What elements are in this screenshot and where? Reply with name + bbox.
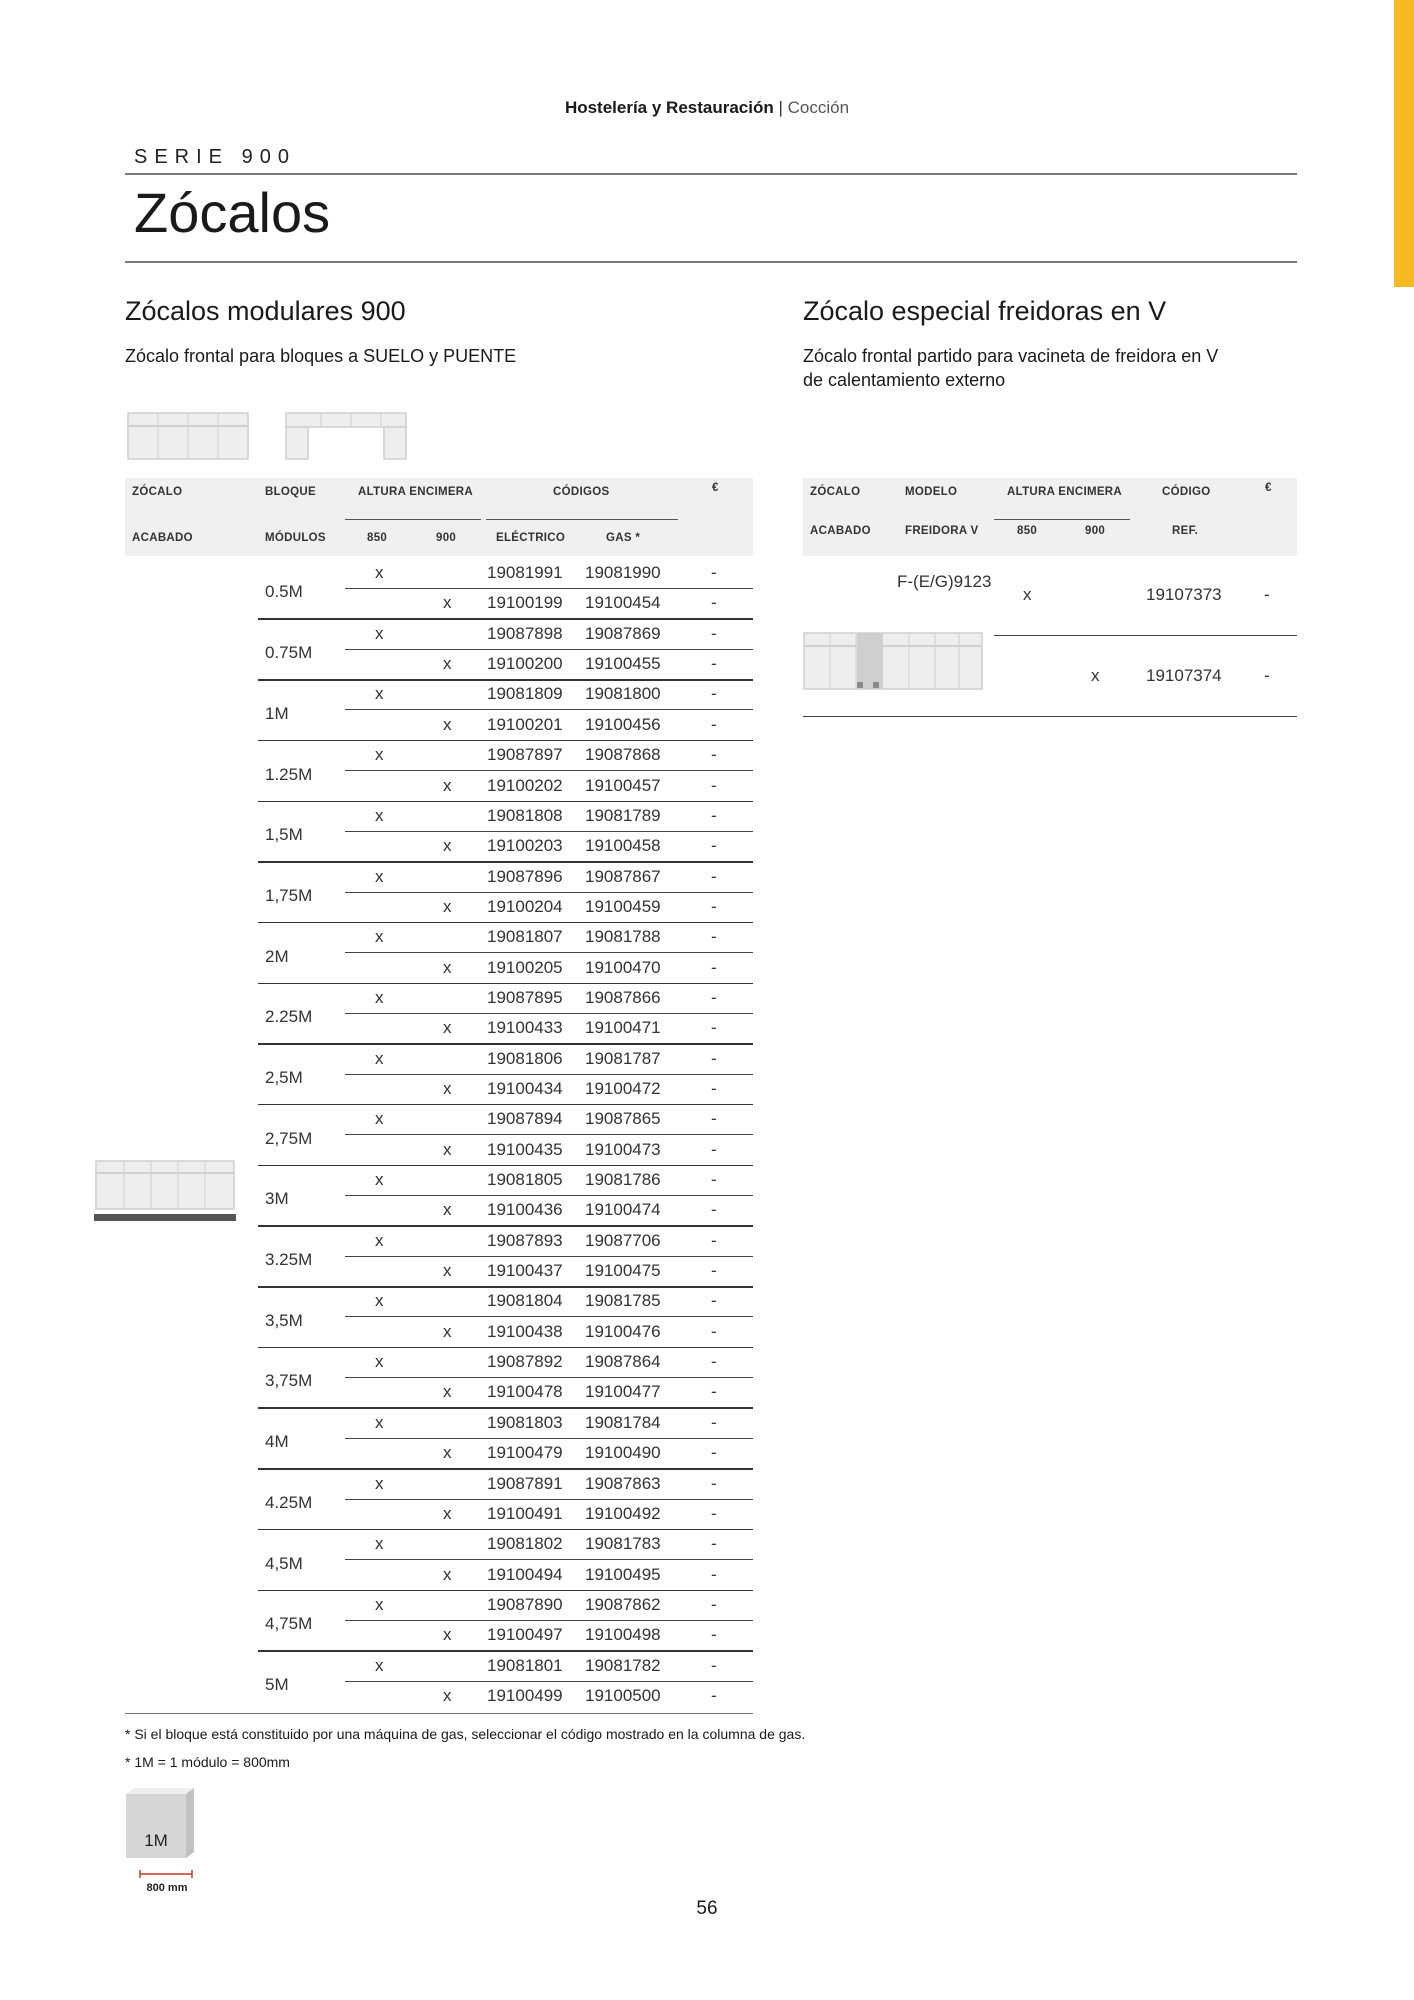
cell-price: - xyxy=(711,805,717,825)
cell-900: x xyxy=(443,896,452,916)
cell-900: x xyxy=(443,1503,452,1523)
cell-gas: 19100471 xyxy=(585,1018,661,1038)
rrow-1-price: - xyxy=(1264,585,1270,604)
group-divider xyxy=(258,679,753,681)
row-divider xyxy=(345,770,753,771)
right-row-divider xyxy=(994,635,1297,636)
right-table-bottom-rule xyxy=(803,716,1297,717)
cell-price: - xyxy=(711,1503,717,1523)
cell-gas: 19100470 xyxy=(585,957,661,977)
cell-price: - xyxy=(711,1078,717,1098)
th-euro: € xyxy=(712,482,719,494)
cell-electrico: 19087893 xyxy=(487,1230,563,1250)
cell-price: - xyxy=(711,1534,717,1554)
row-divider xyxy=(345,1681,753,1682)
cell-price: - xyxy=(711,1473,717,1493)
rth-freidora: FREIDORA V xyxy=(905,525,979,537)
block-illustrations xyxy=(126,412,416,462)
module-label: 0.5M xyxy=(265,582,303,602)
cell-gas: 19081787 xyxy=(585,1048,661,1068)
cell-850: x xyxy=(375,1594,384,1614)
rth-altura: ALTURA ENCIMERA xyxy=(1007,486,1123,498)
row-divider xyxy=(345,1256,753,1257)
row-divider xyxy=(345,1195,753,1196)
cell-900: x xyxy=(443,1018,452,1038)
left-table-bottom-rule xyxy=(125,1713,753,1714)
cell-850: x xyxy=(375,1473,384,1493)
rth-zocalo: ZÓCALO xyxy=(810,486,861,498)
cell-gas: 19087862 xyxy=(585,1594,661,1614)
cell-price: - xyxy=(711,745,717,765)
cell-gas: 19087865 xyxy=(585,1109,661,1129)
cell-gas: 19081786 xyxy=(585,1170,661,1189)
group-divider xyxy=(258,801,753,803)
cell-850: x xyxy=(375,563,384,582)
cell-gas: 19100455 xyxy=(585,654,661,674)
cell-electrico: 19100203 xyxy=(487,836,563,856)
right-section-subtitle-1: Zócalo frontal partido para vacineta de freidora en V xyxy=(803,346,1219,366)
cell-gas: 19081800 xyxy=(585,684,661,704)
cell-gas: 19087869 xyxy=(585,623,661,643)
cell-850: x xyxy=(375,1048,384,1068)
group-divider xyxy=(258,1043,753,1045)
cell-price: - xyxy=(711,1594,717,1614)
cell-electrico: 19087896 xyxy=(487,866,563,886)
cell-price: - xyxy=(711,1382,717,1402)
running-header xyxy=(0,98,1414,118)
cell-electrico: 19100438 xyxy=(487,1321,563,1341)
row-divider xyxy=(345,1438,753,1439)
group-divider xyxy=(258,1529,753,1531)
group-divider xyxy=(258,861,753,863)
cell-electrico: 19100200 xyxy=(487,654,563,674)
row-divider xyxy=(345,1620,753,1621)
module-label: 3,5M xyxy=(265,1310,303,1330)
cell-electrico: 19087891 xyxy=(487,1473,563,1493)
cell-electrico: 19087892 xyxy=(487,1352,563,1372)
row-divider xyxy=(345,952,753,953)
cell-price: - xyxy=(711,1625,717,1645)
cell-electrico: 19100205 xyxy=(487,957,563,977)
cell-900: x xyxy=(443,1382,452,1402)
cell-900: x xyxy=(443,957,452,977)
rth-850: 850 xyxy=(1017,525,1038,537)
cell-electrico: 19100434 xyxy=(487,1078,563,1098)
cell-electrico: 19100201 xyxy=(487,714,563,734)
module-label: 1,5M xyxy=(265,825,303,845)
rth-acabado: ACABADO xyxy=(810,525,871,537)
cell-gas: 19081789 xyxy=(585,805,661,825)
cell-gas: 19081782 xyxy=(585,1655,661,1675)
row-divider xyxy=(345,1134,753,1135)
cell-price: - xyxy=(711,1291,717,1311)
cell-gas: 19100476 xyxy=(585,1321,661,1341)
cell-electrico: 19100478 xyxy=(487,1382,563,1402)
cell-electrico: 19081801 xyxy=(487,1655,563,1675)
group-divider xyxy=(258,1286,753,1288)
cell-850: x xyxy=(375,805,384,825)
left-section-title: Zócalos modulares 900 xyxy=(125,296,406,326)
cell-price: - xyxy=(711,593,717,613)
module-label: 4,5M xyxy=(265,1553,303,1573)
row-divider xyxy=(345,709,753,710)
group-divider xyxy=(258,1347,753,1349)
cell-gas: 19100472 xyxy=(585,1078,661,1098)
th-bloque: BLOQUE xyxy=(265,486,316,498)
cell-electrico: 19087890 xyxy=(487,1594,563,1614)
module-label: 4M xyxy=(265,1432,289,1452)
rth-modelo: MODELO xyxy=(905,486,958,498)
row-divider xyxy=(345,1499,753,1500)
cell-900: x xyxy=(443,1139,452,1159)
group-divider xyxy=(258,1104,753,1106)
cell-gas: 19100500 xyxy=(585,1686,661,1705)
rth-ref: REF. xyxy=(1172,525,1199,537)
cell-electrico: 19081805 xyxy=(487,1170,563,1189)
cell-price: - xyxy=(711,1352,717,1372)
th-acabado: ACABADO xyxy=(132,532,193,544)
module-label: 5M xyxy=(265,1675,289,1694)
cell-price: - xyxy=(711,836,717,856)
th-modulos: MÓDULOS xyxy=(265,532,326,544)
cell-electrico: 19087895 xyxy=(487,987,563,1007)
module-label: 3M xyxy=(265,1189,289,1209)
rth-euro: € xyxy=(1265,482,1272,494)
cell-electrico: 19100437 xyxy=(487,1261,563,1280)
cell-price: - xyxy=(711,684,717,704)
row-divider xyxy=(345,588,753,589)
cell-gas: 19100475 xyxy=(585,1261,661,1280)
cell-gas: 19100457 xyxy=(585,775,661,795)
header-subsection: Cocción xyxy=(787,98,850,117)
title-bottom-rule xyxy=(125,261,1297,263)
cell-price: - xyxy=(711,1200,717,1220)
cell-gas: 19100473 xyxy=(585,1139,661,1159)
th-850: 850 xyxy=(367,532,388,544)
cell-electrico: 19100491 xyxy=(487,1503,563,1523)
cell-electrico: 19081809 xyxy=(487,684,563,704)
cell-850: x xyxy=(375,1352,384,1372)
left-section-subtitle: Zócalo frontal para bloques a SUELO y PUENTE xyxy=(125,346,517,366)
module-label: 4.25M xyxy=(265,1492,313,1512)
cell-price: - xyxy=(711,714,717,734)
cell-electrico: 19081803 xyxy=(487,1412,563,1432)
cell-electrico: 19100499 xyxy=(487,1686,563,1705)
cell-gas: 19081788 xyxy=(585,927,661,947)
bridge-block-illustration xyxy=(286,413,406,459)
cell-gas: 19100477 xyxy=(585,1382,661,1402)
cell-electrico: 19081806 xyxy=(487,1048,563,1068)
module-icon-dimension: 800 mm xyxy=(146,1882,188,1894)
rrow-2-900: x xyxy=(1091,666,1100,685)
cell-900: x xyxy=(443,1078,452,1098)
cell-gas: 19100490 xyxy=(585,1443,661,1463)
cell-gas: 19087863 xyxy=(585,1473,661,1493)
zocalo-finish-illustration xyxy=(94,1160,238,1222)
codigos-underline xyxy=(486,519,678,520)
group-divider xyxy=(258,618,753,620)
rth-altura-underline xyxy=(994,519,1130,520)
cell-electrico: 19087894 xyxy=(487,1109,563,1129)
cell-900: x xyxy=(443,775,452,795)
cell-850: x xyxy=(375,1291,384,1311)
cell-gas: 19087864 xyxy=(585,1352,661,1372)
note-module: * 1M = 1 módulo = 800mm xyxy=(125,1754,290,1770)
right-section-subtitle-2: de calentamiento externo xyxy=(803,370,1006,390)
cell-900: x xyxy=(443,1564,452,1584)
cell-price: - xyxy=(711,1412,717,1432)
cell-gas: 19081783 xyxy=(585,1534,661,1554)
cell-price: - xyxy=(711,1018,717,1038)
th-zocalo: ZÓCALO xyxy=(132,486,183,498)
cell-900: x xyxy=(443,654,452,674)
module-label: 3,75M xyxy=(265,1371,313,1391)
th-gas: GAS * xyxy=(606,532,641,544)
header-section: Hostelería y Restauración xyxy=(564,98,774,117)
row-divider xyxy=(345,1559,753,1560)
rrow-2-codigo: 19107374 xyxy=(1146,666,1222,685)
th-altura: ALTURA ENCIMERA xyxy=(358,486,474,498)
group-divider xyxy=(258,1165,753,1167)
cell-price: - xyxy=(711,1321,717,1341)
cell-electrico: 19100494 xyxy=(487,1564,563,1584)
cell-900: x xyxy=(443,1261,452,1280)
th-electrico: ELÉCTRICO xyxy=(496,532,566,544)
page-title: Zócalos xyxy=(134,181,331,244)
cell-850: x xyxy=(375,1230,384,1250)
cell-price: - xyxy=(711,896,717,916)
cell-electrico: 19081802 xyxy=(487,1534,563,1554)
cell-gas: 19100474 xyxy=(585,1200,661,1220)
cell-price: - xyxy=(711,1686,717,1705)
cell-price: - xyxy=(711,1109,717,1129)
cell-900: x xyxy=(443,1686,452,1705)
module-label: 1M xyxy=(265,703,289,723)
module-label: 0.75M xyxy=(265,643,313,663)
cell-gas: 19081990 xyxy=(585,563,661,582)
cell-gas: 19100492 xyxy=(585,1503,661,1523)
group-divider xyxy=(258,983,753,985)
cell-gas: 19087866 xyxy=(585,987,661,1007)
th-codigos: CÓDIGOS xyxy=(553,486,610,498)
cell-price: - xyxy=(711,654,717,674)
cell-gas: 19087868 xyxy=(585,745,661,765)
module-label: 2.25M xyxy=(265,1007,313,1027)
cell-gas: 19087706 xyxy=(585,1230,661,1250)
cell-850: x xyxy=(375,1170,384,1189)
cell-price: - xyxy=(711,1564,717,1584)
cell-850: x xyxy=(375,927,384,947)
note-gas: * Si el bloque está constituido por una máquina de gas, seleccionar el código mostrado en la columna de gas. xyxy=(125,1726,806,1742)
th-900: 900 xyxy=(436,532,457,544)
cell-electrico: 19100436 xyxy=(487,1200,563,1220)
cell-price: - xyxy=(711,1261,717,1280)
group-divider xyxy=(258,740,753,742)
cell-gas: 19081784 xyxy=(585,1412,661,1432)
cell-price: - xyxy=(711,623,717,643)
cell-electrico: 19087897 xyxy=(487,745,563,765)
page-number: 56 xyxy=(696,1898,718,1919)
module-label: 2,75M xyxy=(265,1128,313,1148)
row-divider xyxy=(345,831,753,832)
floor-block-illustration xyxy=(128,413,248,459)
row-divider xyxy=(345,1377,753,1378)
cell-price: - xyxy=(711,927,717,947)
cell-900: x xyxy=(443,1321,452,1341)
cell-electrico: 19087898 xyxy=(487,623,563,643)
right-section-title: Zócalo especial freidoras en V xyxy=(803,296,1167,326)
cell-850: x xyxy=(375,987,384,1007)
cell-gas: 19100459 xyxy=(585,896,661,916)
group-divider xyxy=(258,1468,753,1470)
module-label: 2M xyxy=(265,946,289,966)
cell-900: x xyxy=(443,836,452,856)
cell-price: - xyxy=(711,1230,717,1250)
cell-electrico: 19100204 xyxy=(487,896,563,916)
cell-gas: 19087867 xyxy=(585,866,661,886)
cell-900: x xyxy=(443,593,452,613)
cell-price: - xyxy=(711,1048,717,1068)
module-label: 1,75M xyxy=(265,885,313,905)
module-label: 1.25M xyxy=(265,764,313,784)
cell-electrico: 19100433 xyxy=(487,1018,563,1038)
cell-850: x xyxy=(375,866,384,886)
cell-electrico: 19100497 xyxy=(487,1625,563,1645)
cell-price: - xyxy=(711,987,717,1007)
cell-price: - xyxy=(711,866,717,886)
cell-price: - xyxy=(711,1170,717,1189)
group-divider xyxy=(258,1225,753,1227)
cell-price: - xyxy=(711,1443,717,1463)
fryer-model: F-(E/G)9123 xyxy=(897,572,992,591)
cell-850: x xyxy=(375,1534,384,1554)
module-label: 4,75M xyxy=(265,1614,313,1634)
cell-gas: 19100495 xyxy=(585,1564,661,1584)
serie-label: SERIE 900 xyxy=(134,146,296,168)
cell-gas: 19100498 xyxy=(585,1625,661,1645)
cell-price: - xyxy=(711,957,717,977)
cell-electrico: 19100199 xyxy=(487,593,563,613)
rrow-2-price: - xyxy=(1264,666,1270,685)
cell-electrico: 19100202 xyxy=(487,775,563,795)
module-icon-label: 1M xyxy=(144,1831,168,1850)
cell-price: - xyxy=(711,1139,717,1159)
cell-850: x xyxy=(375,1655,384,1675)
rth-900: 900 xyxy=(1085,525,1106,537)
cell-electrico: 19081991 xyxy=(487,563,563,582)
cell-price: - xyxy=(711,775,717,795)
cell-electrico: 19100435 xyxy=(487,1139,563,1159)
row-divider xyxy=(345,1074,753,1075)
row-divider xyxy=(345,1013,753,1014)
cell-900: x xyxy=(443,1443,452,1463)
row-divider xyxy=(345,892,753,893)
title-top-rule xyxy=(125,173,1297,175)
row-divider xyxy=(345,1316,753,1317)
altura-underline xyxy=(345,519,481,520)
rrow-1-codigo: 19107373 xyxy=(1146,585,1222,604)
cell-electrico: 19081807 xyxy=(487,927,563,947)
rth-codigo: CÓDIGO xyxy=(1162,486,1211,498)
fryer-zocalo-illustration xyxy=(803,632,985,694)
group-divider xyxy=(258,1590,753,1592)
cell-electrico: 19081804 xyxy=(487,1291,563,1311)
cell-price: - xyxy=(711,563,717,582)
cell-gas: 19100454 xyxy=(585,593,661,613)
cell-electrico: 19100479 xyxy=(487,1443,563,1463)
cell-900: x xyxy=(443,1625,452,1645)
section-tab-accent xyxy=(1394,0,1414,287)
cell-850: x xyxy=(375,1412,384,1432)
cell-gas: 19100456 xyxy=(585,714,661,734)
header-separator: | xyxy=(778,98,783,117)
rrow-1-850: x xyxy=(1023,585,1032,604)
cell-gas: 19100458 xyxy=(585,836,661,856)
cell-900: x xyxy=(443,1200,452,1220)
cell-850: x xyxy=(375,1109,384,1129)
group-divider xyxy=(258,1407,753,1409)
cell-850: x xyxy=(375,745,384,765)
row-divider xyxy=(345,649,753,650)
cell-electrico: 19081808 xyxy=(487,805,563,825)
cell-gas: 19081785 xyxy=(585,1291,661,1311)
cell-price: - xyxy=(711,1655,717,1675)
cell-900: x xyxy=(443,714,452,734)
module-label: 2,5M xyxy=(265,1067,303,1087)
group-divider xyxy=(258,922,753,924)
cell-850: x xyxy=(375,623,384,643)
module-label: 3.25M xyxy=(265,1250,313,1269)
cell-850: x xyxy=(375,684,384,704)
group-divider xyxy=(258,1650,753,1652)
